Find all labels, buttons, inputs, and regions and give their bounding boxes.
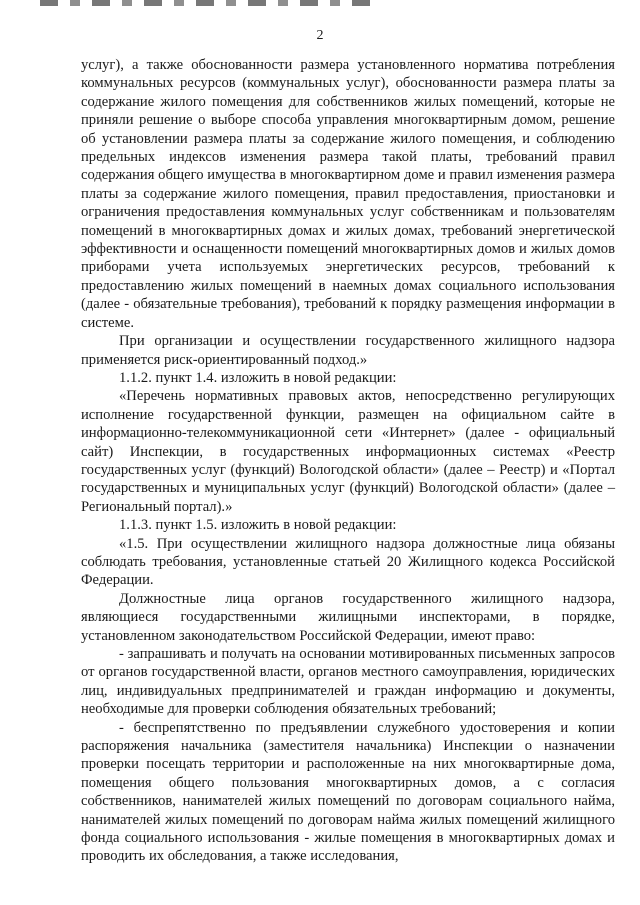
page-number: 2: [316, 28, 324, 43]
document-body: [81, 56, 615, 866]
paragraph: - запрашивать и получать на основании мотивированных письменных запросов от органов государственной власти, органов местного самоуправления, юридических лиц, индивидуальных предпринимателей и граждан информацию и документы, необходимые для проверки соблюдения обязательных требований;: [81, 646, 615, 718]
paragraph: услуг), а также обоснованности размера установленного норматива потребления коммунальных ресурсов (коммунальных услуг), обоснованности размера платы за содержание жилого помещения для собственников жилых помещений, которые не приняли решение о выборе способа управления многоквартирным домом, решение об установлении размера платы за содержание жилого помещения, и соблюдению предельных индексов изменения размера такой платы, требований правил содержания общего имущества в многоквартирном доме и правил изменения размера платы за содержание жилого помещения, правил предоставления, приостановки и ограничения предоставления коммунальных услуг собственникам и пользователям помещений в многоквартирных домах и жилых домах, требований энергетической эффективности и оснащенности помещений многоквартирных домов и жилых домов приборами учета используемых энергетических ресурсов, требований к предоставлению жилых помещений в наемных домах социального использования (далее - обязательные требования), требований к порядку размещения информации в системе.: [81, 57, 615, 331]
paragraph: 1.1.2. пункт 1.4. изложить в новой редакции:: [119, 369, 397, 386]
paragraph: При организации и осуществлении государственного жилищного надзора применяется риск-ориентированный подход.»: [81, 333, 615, 368]
paragraph: Должностные лица органов государственного жилищного надзора, являющиеся государственными жилищными инспекторами, в порядке, установленном законодательством Российской Федерации, имеют право:: [81, 590, 615, 644]
paragraph: - беспрепятственно по предъявлении служебного удостоверения и копии распоряжения начальника (заместителя начальника) Инспекции о назначении проверки посещать территории и расположенные на них многоквартирные дома, помещения общего пользования многоквартирных домов, а с согласия собственников, нанимателей жилых помещений по договорам социального найма, нанимателей жилых помещений по договорам найма жилых помещений жилищного фонда социального использования - жилые помещения в многоквартирных домах и проводить их обследования, а также исследования,: [81, 719, 615, 865]
scan-artifact: [40, 0, 370, 6]
paragraph: «Перечень нормативных правовых актов, непосредственно регулирующих исполнение государственной функции, размещен на официальном сайте в информационно-телекоммуникационной сети «Интернет» (далее - официальный сайт) Инспекции, в государственных информационных системах «Реестр государственных услуг (функций) Вологодской области» (далее – Реестр) и «Портал государственных и муниципальных услуг (функций) Вологодской области» (далее – Региональный портал).»: [81, 388, 615, 515]
paragraph: «1.5. При осуществлении жилищного надзора должностные лица обязаны соблюдать требования, установленные статьей 20 Жилищного кодекса Российской Федерации.: [81, 535, 615, 589]
paragraph: 1.1.3. пункт 1.5. изложить в новой редакции:: [119, 517, 397, 534]
